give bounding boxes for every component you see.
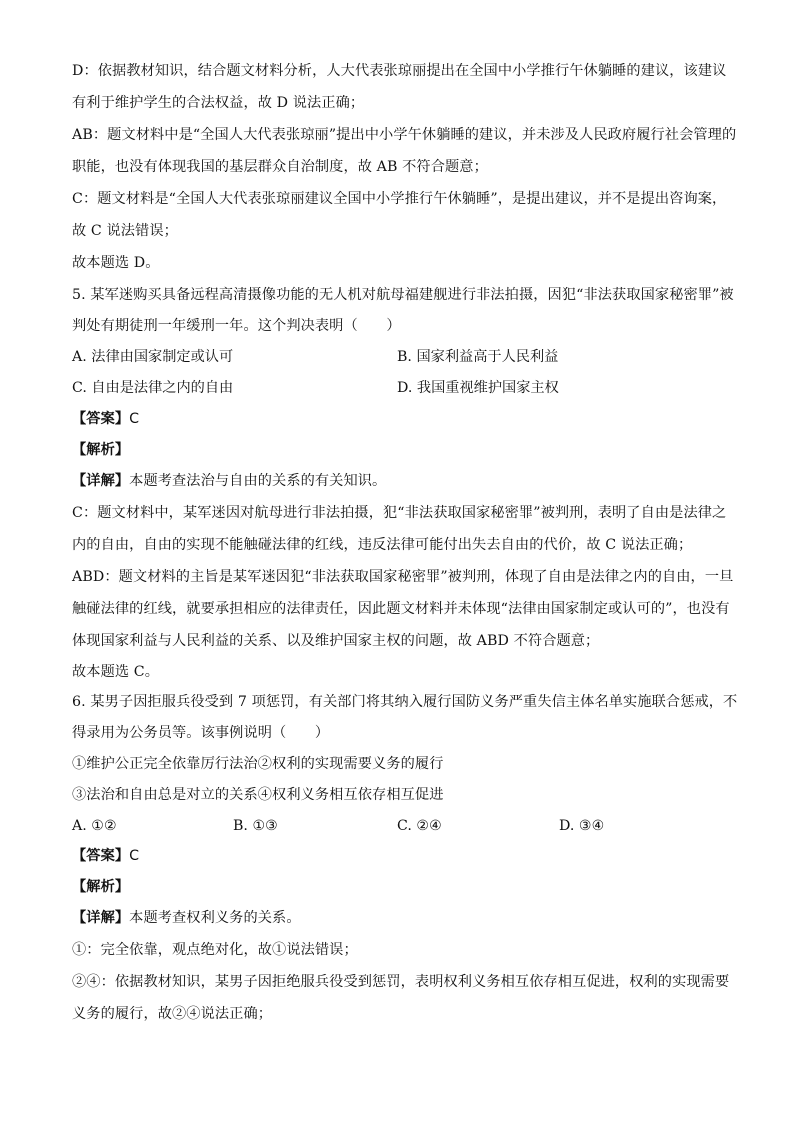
analysis-c-line-1: C：题文材料是“全国人大代表张琼丽建议全国中小学推行午休躺睡”，是提出建议，并不是提出咨询案， bbox=[72, 191, 727, 207]
analysis-d-line-2: 有利于维护学生的合法权益，故 D 说法正确； bbox=[72, 95, 365, 111]
q6-option-d: D. ③④ bbox=[559, 818, 605, 834]
q6-answer-value: C bbox=[129, 848, 140, 864]
q5-option-c: C. 自由是法律之内的自由 bbox=[72, 380, 234, 396]
q6-option-a: A. ①② bbox=[72, 818, 117, 834]
q6-answer-tag: 【答案】 bbox=[72, 848, 130, 864]
q5-answer-value: C bbox=[129, 411, 140, 427]
q6-statements-line-2: ③法治和自由总是对立的关系④权利义务相互依存相互促进 bbox=[72, 787, 444, 803]
q5-analysis-tag bbox=[72, 440, 129, 460]
q6-detail-tag: 【详解】 bbox=[72, 910, 130, 926]
q6-detail-intro: 本题考查权利义务的关系。 bbox=[129, 910, 301, 926]
q5-stem-line-1: 5. 某军迷购买具备远程高清摄像功能的无人机对航母福建舰进行非法拍摄，因犯“非法获取国家秘密罪”被 bbox=[72, 287, 734, 303]
analysis-conclusion: 故本题选 D。 bbox=[72, 255, 160, 271]
q5-option-d: D. 我国重视维护国家主权 bbox=[397, 380, 559, 396]
q5-stem-line-2: 判处有期徒刑一年缓刑一年。这个判决表明（ ） bbox=[72, 318, 401, 334]
q6-s24-line-1: ②④：依据教材知识，某男子因拒绝服兵役受到惩罚，表明权利义务相互依存相互促进，权利的实现需要 bbox=[72, 974, 730, 990]
q5-answer bbox=[72, 409, 139, 429]
q6-detail bbox=[72, 908, 301, 928]
q6-option-b: B. ①③ bbox=[233, 818, 278, 834]
q5-abd-line-1: ABD：题文材料的主旨是某军迷因犯“非法获取国家秘密罪”被判刑，体现了自由是法律之内的自由，一旦 bbox=[72, 569, 734, 585]
q5-detail-intro: 本题考查法治与自由的关系的有关知识。 bbox=[129, 473, 387, 489]
q5-option-b: B. 国家利益高于人民利益 bbox=[397, 349, 559, 365]
analysis-c-line-2: 故 C 说法错误； bbox=[72, 223, 178, 239]
q6-analysis-label: 【解析】 bbox=[72, 879, 130, 895]
q5-c-line-2: 内的自由，自由的实现不能触碰法律的红线，违反法律可能付出失去自由的代价，故 C 说法正确； bbox=[72, 537, 693, 553]
q5-conclusion: 故本题选 C。 bbox=[72, 664, 160, 680]
q6-analysis-tag bbox=[72, 877, 129, 897]
q6-option-c: C. ②④ bbox=[397, 818, 442, 834]
analysis-d-line-1: D：依据教材知识，结合题文材料分析，人大代表张琼丽提出在全国中小学推行午休躺睡的建议，该建议 bbox=[72, 63, 727, 79]
q5-detail bbox=[72, 471, 386, 491]
q5-abd-line-3: 体现国家利益与人民利益的关系、以及维护国家主权的问题，故 ABD 不符合题意； bbox=[72, 633, 600, 649]
q6-stem-line-2: 得录用为公务员等。该事例说明（ ） bbox=[72, 725, 330, 741]
q6-answer bbox=[72, 846, 139, 866]
q5-answer-tag: 【答案】 bbox=[72, 411, 130, 427]
q6-s24-line-2: 义务的履行，故②④说法正确； bbox=[72, 1006, 273, 1022]
q6-stem-line-1: 6. 某男子因拒服兵役受到 7 项惩罚，有关部门将其纳入履行国防义务严重失信主体名单实施联合惩戒，不 bbox=[72, 694, 738, 710]
q5-abd-line-2: 触碰法律的红线，就要承担相应的法律责任，因此题文材料并未体现“法律由国家制定或认可的”，也没有 bbox=[72, 601, 730, 617]
q6-s1-line: ①：完全依靠，观点绝对化，故①说法错误； bbox=[72, 942, 358, 958]
analysis-ab-line-1: AB：题文材料中是“全国人大代表张琼丽”提出中小学午休躺睡的建议，并未涉及人民政府履行社会管理的 bbox=[72, 127, 737, 143]
q5-c-line-1: C：题文材料中，某军迷因对航母进行非法拍摄，犯“非法获取国家秘密罪”被判刑，表明了自由是法律之 bbox=[72, 505, 727, 521]
q5-option-a: A. 法律由国家制定或认可 bbox=[72, 349, 234, 365]
q5-analysis-label: 【解析】 bbox=[72, 442, 130, 458]
q5-detail-tag: 【详解】 bbox=[72, 473, 130, 489]
analysis-ab-line-2: 职能，也没有体现我国的基层群众自治制度，故 AB 不符合题意； bbox=[72, 159, 488, 175]
q6-statements-line-1: ①维护公正完全依靠厉行法治②权利的实现需要义务的履行 bbox=[72, 756, 444, 772]
